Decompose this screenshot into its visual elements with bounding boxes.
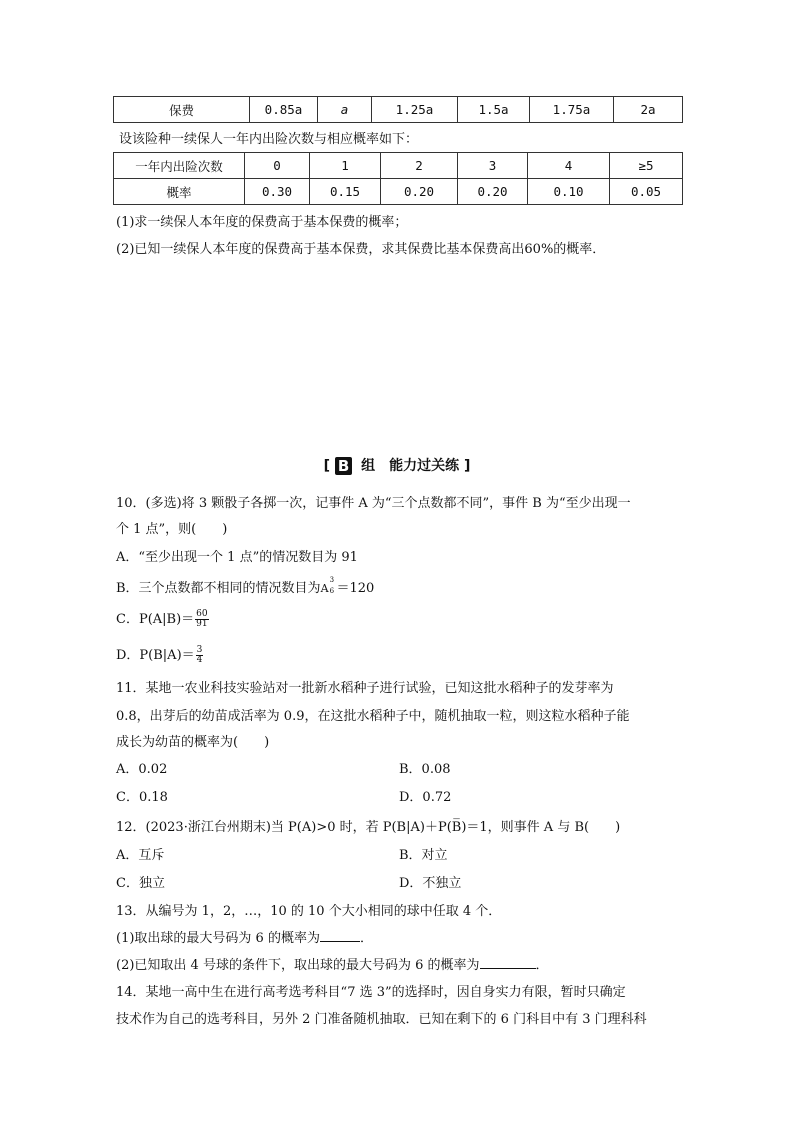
fee-header-cell: 保费 — [114, 97, 250, 123]
fee-cell: a — [318, 97, 372, 123]
q11-stem-line1: 11．某地一农业科技实验站对一批新水稻种子进行试验，已知这批水稻种子的发芽率为 — [116, 681, 614, 696]
fee-cell: 1.25a — [372, 97, 458, 123]
q10-option-a: A．“至少出现一个 1 点”的情况数目为 91 — [116, 550, 358, 565]
prob-cell: 0.10 — [528, 179, 610, 205]
section-badge: B — [335, 457, 352, 475]
prob-cell: 0.20 — [381, 179, 458, 205]
q12-stem: 12．(2023·浙江台州期末)当 P(A)>0 时，若 P(B|A)＋P(B̅)＝1，则事件 A 与 B( ) — [116, 820, 621, 835]
q11-stem-line3: 成长为幼苗的概率为( ) — [116, 735, 270, 750]
fee-cell: 1.5a — [458, 97, 530, 123]
count-cell: 0 — [245, 153, 310, 179]
fee-table — [113, 96, 683, 123]
probability-row-count — [114, 153, 683, 179]
fraction: $\frac{60}{91}$ — [196, 609, 208, 629]
q9-part1: (1)求一续保人本年度的保费高于基本保费的概率； — [116, 215, 408, 230]
q11-option-a: A．0.02 — [116, 762, 168, 777]
section-header — [0, 455, 794, 475]
q13-part1: (1)取出球的最大号码为 6 的概率为 ． — [116, 931, 373, 946]
answer-blank[interactable] — [480, 956, 536, 969]
answer-blank[interactable] — [320, 929, 360, 942]
count-cell: 3 — [458, 153, 528, 179]
q11-option-c: C．0.18 — [116, 790, 168, 805]
count-cell: ≥5 — [610, 153, 683, 179]
q12-option-b: B．对立 — [399, 848, 448, 863]
fee-cell: 2a — [614, 97, 683, 123]
q11-option-d: D．0.72 — [399, 790, 452, 805]
probability-row-prob — [114, 179, 683, 205]
q10-option-b: B．三个点数都不相同的情况数目为A 3 6 ＝120 — [116, 576, 375, 596]
q14-stem-line2: 技术作为自己的选考科目，另外 2 门准备随机抽取．已知在剩下的 6 门科目中有 3 门理科科 — [116, 1012, 647, 1027]
row-header: 一年内出险次数 — [114, 153, 245, 179]
prob-cell: 0.15 — [310, 179, 381, 205]
count-cell: 2 — [381, 153, 458, 179]
q12-option-c: C．独立 — [116, 876, 165, 891]
q14-stem-line1: 14．某地一高中生在进行高考选考科目“7 选 3”的选择时，因自身实力有限，暂时只确定 — [116, 985, 626, 1000]
fraction: $\frac{3}{4}$ — [196, 645, 203, 665]
prob-cell: 0.30 — [245, 179, 310, 205]
q10-option-d: D．P(B|A)＝ $\frac{3}{4}$ — [116, 645, 203, 665]
probability-table — [113, 152, 683, 205]
prob-cell: 0.20 — [458, 179, 528, 205]
prob-cell: 0.05 — [610, 179, 683, 205]
fee-cell: 1.75a — [530, 97, 614, 123]
q11-option-b: B．0.08 — [399, 762, 451, 777]
fee-row — [114, 97, 683, 123]
q10-stem-line1: 10．(多选)将 3 颗骰子各掷一次，记事件 A 为“三个点数都不同”，事件 B 为“至少出现一 — [116, 496, 631, 511]
q13-stem: 13．从编号为 1，2，…，10 的 10 个大小相同的球中任取 4 个． — [116, 904, 502, 919]
q12-option-a: A．互斥 — [116, 848, 165, 863]
section-title-text: 组 能力过关练 — [361, 458, 460, 474]
q10-option-c: C．P(A|B)＝ $\frac{60}{91}$ — [116, 609, 208, 629]
q12-option-d: D．不独立 — [399, 876, 462, 891]
count-cell: 1 — [310, 153, 381, 179]
count-cell: 4 — [528, 153, 610, 179]
section-bracket-open: [ — [323, 458, 330, 474]
q10-stem-line2: 个 1 点”，则( ) — [116, 522, 228, 537]
q9-part2: (2)已知一续保人本年度的保费高于基本保费，求其保费比基本保费高出60%的概率． — [116, 242, 606, 257]
intro-text: 设该险种一续保人一年内出险次数与相应概率如下： — [119, 132, 419, 147]
row-header: 概率 — [114, 179, 245, 205]
fee-cell: 0.85a — [250, 97, 318, 123]
section-bracket-close: ] — [464, 458, 471, 474]
q13-part2: (2)已知取出 4 号球的条件下，取出球的最大号码为 6 的概率为 ． — [116, 958, 549, 973]
q11-stem-line2: 0.8，出芽后的幼苗成活率为 0.9，在这批水稻种子中，随机抽取一粒，则这粒水稻种子能 — [116, 709, 630, 724]
